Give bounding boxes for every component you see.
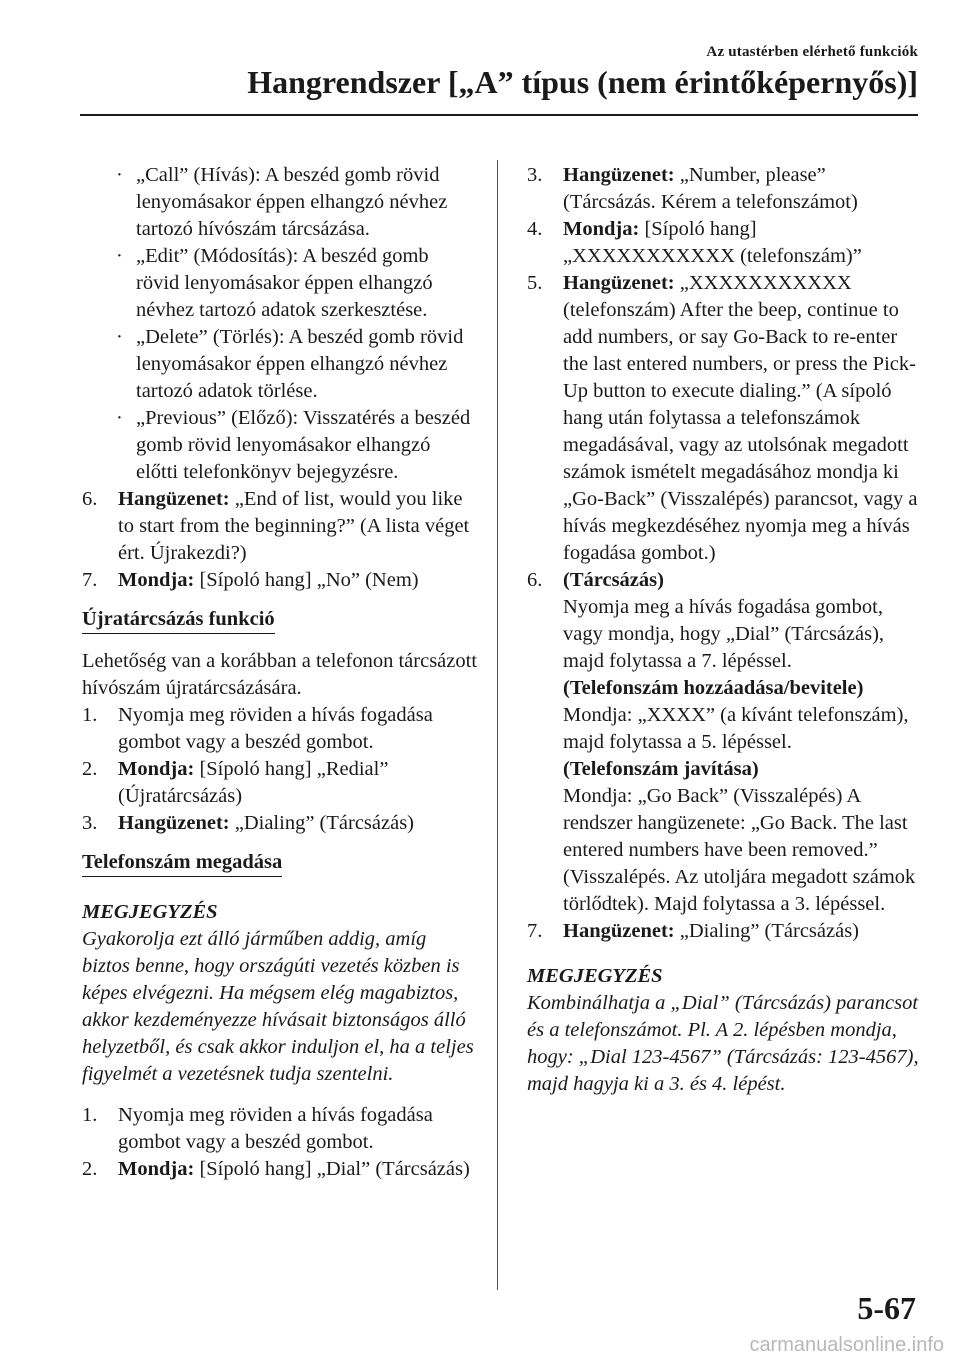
note-heading: MEGJEGYZÉS	[82, 901, 218, 923]
running-header-section: Az utastérben elérhető funkciók	[706, 44, 918, 60]
paragraph: Mondja: „Go Back” (Visszalépés) A rendszer hangüzenete: „Go Back. The last entered numbers have been removed.” (Visszalépés. Az utoljára megadott számok törlődtek). Majd folytassa a 3. lépéssel.	[563, 785, 916, 915]
bullet-item: · „Edit” (Módosítás): A beszéd gomb rövid lenyomásakor éppen elhangzó névhez tartozó adatok szerkesztése.	[116, 245, 433, 321]
paragraph: Mondja: „XXXX” (a kívánt telefonszám), majd folytassa a 5. lépéssel.	[563, 704, 909, 753]
left-column	[82, 162, 477, 1183]
step-item: 6. (Tárcsázás) Nyomja meg a hívás fogadása gombot, vagy mondja, hogy „Dial” (Tárcsázás), majd folytassa a 7. lépéssel. (Telefonszám hozzáadása/bevitele) Mondja: „XXXX” (a kívánt telefonszám), majd folytassa a 5. lépéssel. (Telefonszám javítása) Mondja: „Go Back” (Visszalépés) A rendszer hangüzenete: „Go Back. The last entered numbers have been removed.” (Visszalépés. Az utoljára megadott számok törlődtek). Majd folytassa a 3. lépéssel.	[527, 567, 922, 918]
bullet-item: · „Previous” (Előző): Visszatérés a beszéd gomb rövid lenyomásakor elhangzó előtti telefonkönyv bejegyzésre.	[116, 407, 471, 483]
section-heading-number-entry: Telefonszám megadása	[82, 851, 282, 877]
header-rule	[80, 114, 918, 116]
bullet-dot-icon: ·	[116, 164, 123, 186]
subheading: (Telefonszám hozzáadása/bevitele)	[563, 677, 864, 699]
step-item: 5. Hangüzenet: „XXXXXXXXXXX (telefonszám) After the beep, continue to add numbers, or say Go-Back to re-enter the last entered numbers, or press the Pick-Up button to execute dialing.” (A sípoló hang után folytassa a telefonszámok megadásával, vagy az utolsónak megadott számok ismételt megadásához mondja ki „Go-Back” (Visszalépés) parancsot, vagy a hívás megkezdéséhez nyomja meg a hívás fogadása gombot.)	[527, 272, 918, 564]
column-divider	[497, 160, 498, 1290]
bullet-dot-icon: ·	[116, 407, 123, 429]
note-heading: MEGJEGYZÉS	[527, 965, 663, 987]
watermark: carmanualsonline.info	[749, 1334, 944, 1356]
note-text: Kombinálhatja a „Dial” (Tárcsázás) parancsot és a telefonszámot. Pl. A 2. lépésben mondja, hogy: „Dial 123-4567” (Tárcsázás: 123-4567), majd hagyja ki a 3. és 4. lépést.	[527, 992, 919, 1095]
page-number: 5-67	[857, 1290, 916, 1326]
step-item: 7. Hangüzenet: „Dialing” (Tárcsázás)	[527, 920, 859, 942]
paragraph: Lehetőség van a korábban a telefonon tárcsázott hívószám újratárcsázására.	[82, 650, 478, 699]
note-text: Gyakorolja ezt álló járműben addig, amíg biztos benne, hogy országúti vezetés közben is képes elvégezni. Ha mégsem elég magabiztos, akkor kezdeményezze hívásait biztonságos álló helyzetből, és csak akkor induljon el, ha a teljes figyelmét a vezetésnek tudja szentelni.	[82, 928, 474, 1085]
bullet-dot-icon: ·	[116, 326, 123, 348]
bullet-dot-icon: ·	[116, 245, 123, 267]
step-item: 4. Mondja: [Sípoló hang] „XXXXXXXXXXX (telefonszám)”	[527, 218, 862, 267]
section-heading-wrap	[82, 849, 477, 877]
subheading: (Telefonszám javítása)	[563, 758, 759, 780]
step-item: 3. Hangüzenet: „Dialing” (Tárcsázás)	[82, 812, 414, 834]
step-item: 2. Mondja: [Sípoló hang] „Redial” (Újratárcsázás)	[82, 758, 389, 807]
step-item: 2. Mondja: [Sípoló hang] „Dial” (Tárcsázás)	[82, 1158, 470, 1180]
section-heading-redial: Újratárcsázás funkció	[82, 608, 275, 634]
bullet-item: · „Delete” (Törlés): A beszéd gomb rövid lenyomásakor éppen elhangzó névhez tartozó adatok törlése.	[116, 326, 464, 402]
step-item: 1. Nyomja meg röviden a hívás fogadása gombot vagy a beszéd gombot.	[82, 704, 433, 753]
step-item: 7. Mondja: [Sípoló hang] „No” (Nem)	[82, 569, 419, 591]
subheading: (Tárcsázás)	[563, 569, 664, 591]
step-item: 6. Hangüzenet: „End of list, would you like to start from the beginning?” (A lista véget ért. Újrakezdi?)	[82, 488, 470, 564]
paragraph: Nyomja meg a hívás fogadása gombot, vagy mondja, hogy „Dial” (Tárcsázás), majd folytassa a 7. lépéssel.	[563, 596, 885, 672]
page-title: Hangrendszer [„A” típus (nem érintőképernyős)]	[247, 64, 918, 100]
right-column	[527, 162, 922, 1098]
step-item: 1. Nyomja meg röviden a hívás fogadása gombot vagy a beszéd gombot.	[82, 1104, 433, 1153]
step-item: 3. Hangüzenet: „Number, please” (Tárcsázás. Kérem a telefonszámot)	[527, 164, 858, 213]
bullet-item: · „Call” (Hívás): A beszéd gomb rövid lenyomásakor éppen elhangzó névhez tartozó hívószám tárcsázása.	[116, 164, 448, 240]
section-heading-wrap	[82, 606, 477, 634]
